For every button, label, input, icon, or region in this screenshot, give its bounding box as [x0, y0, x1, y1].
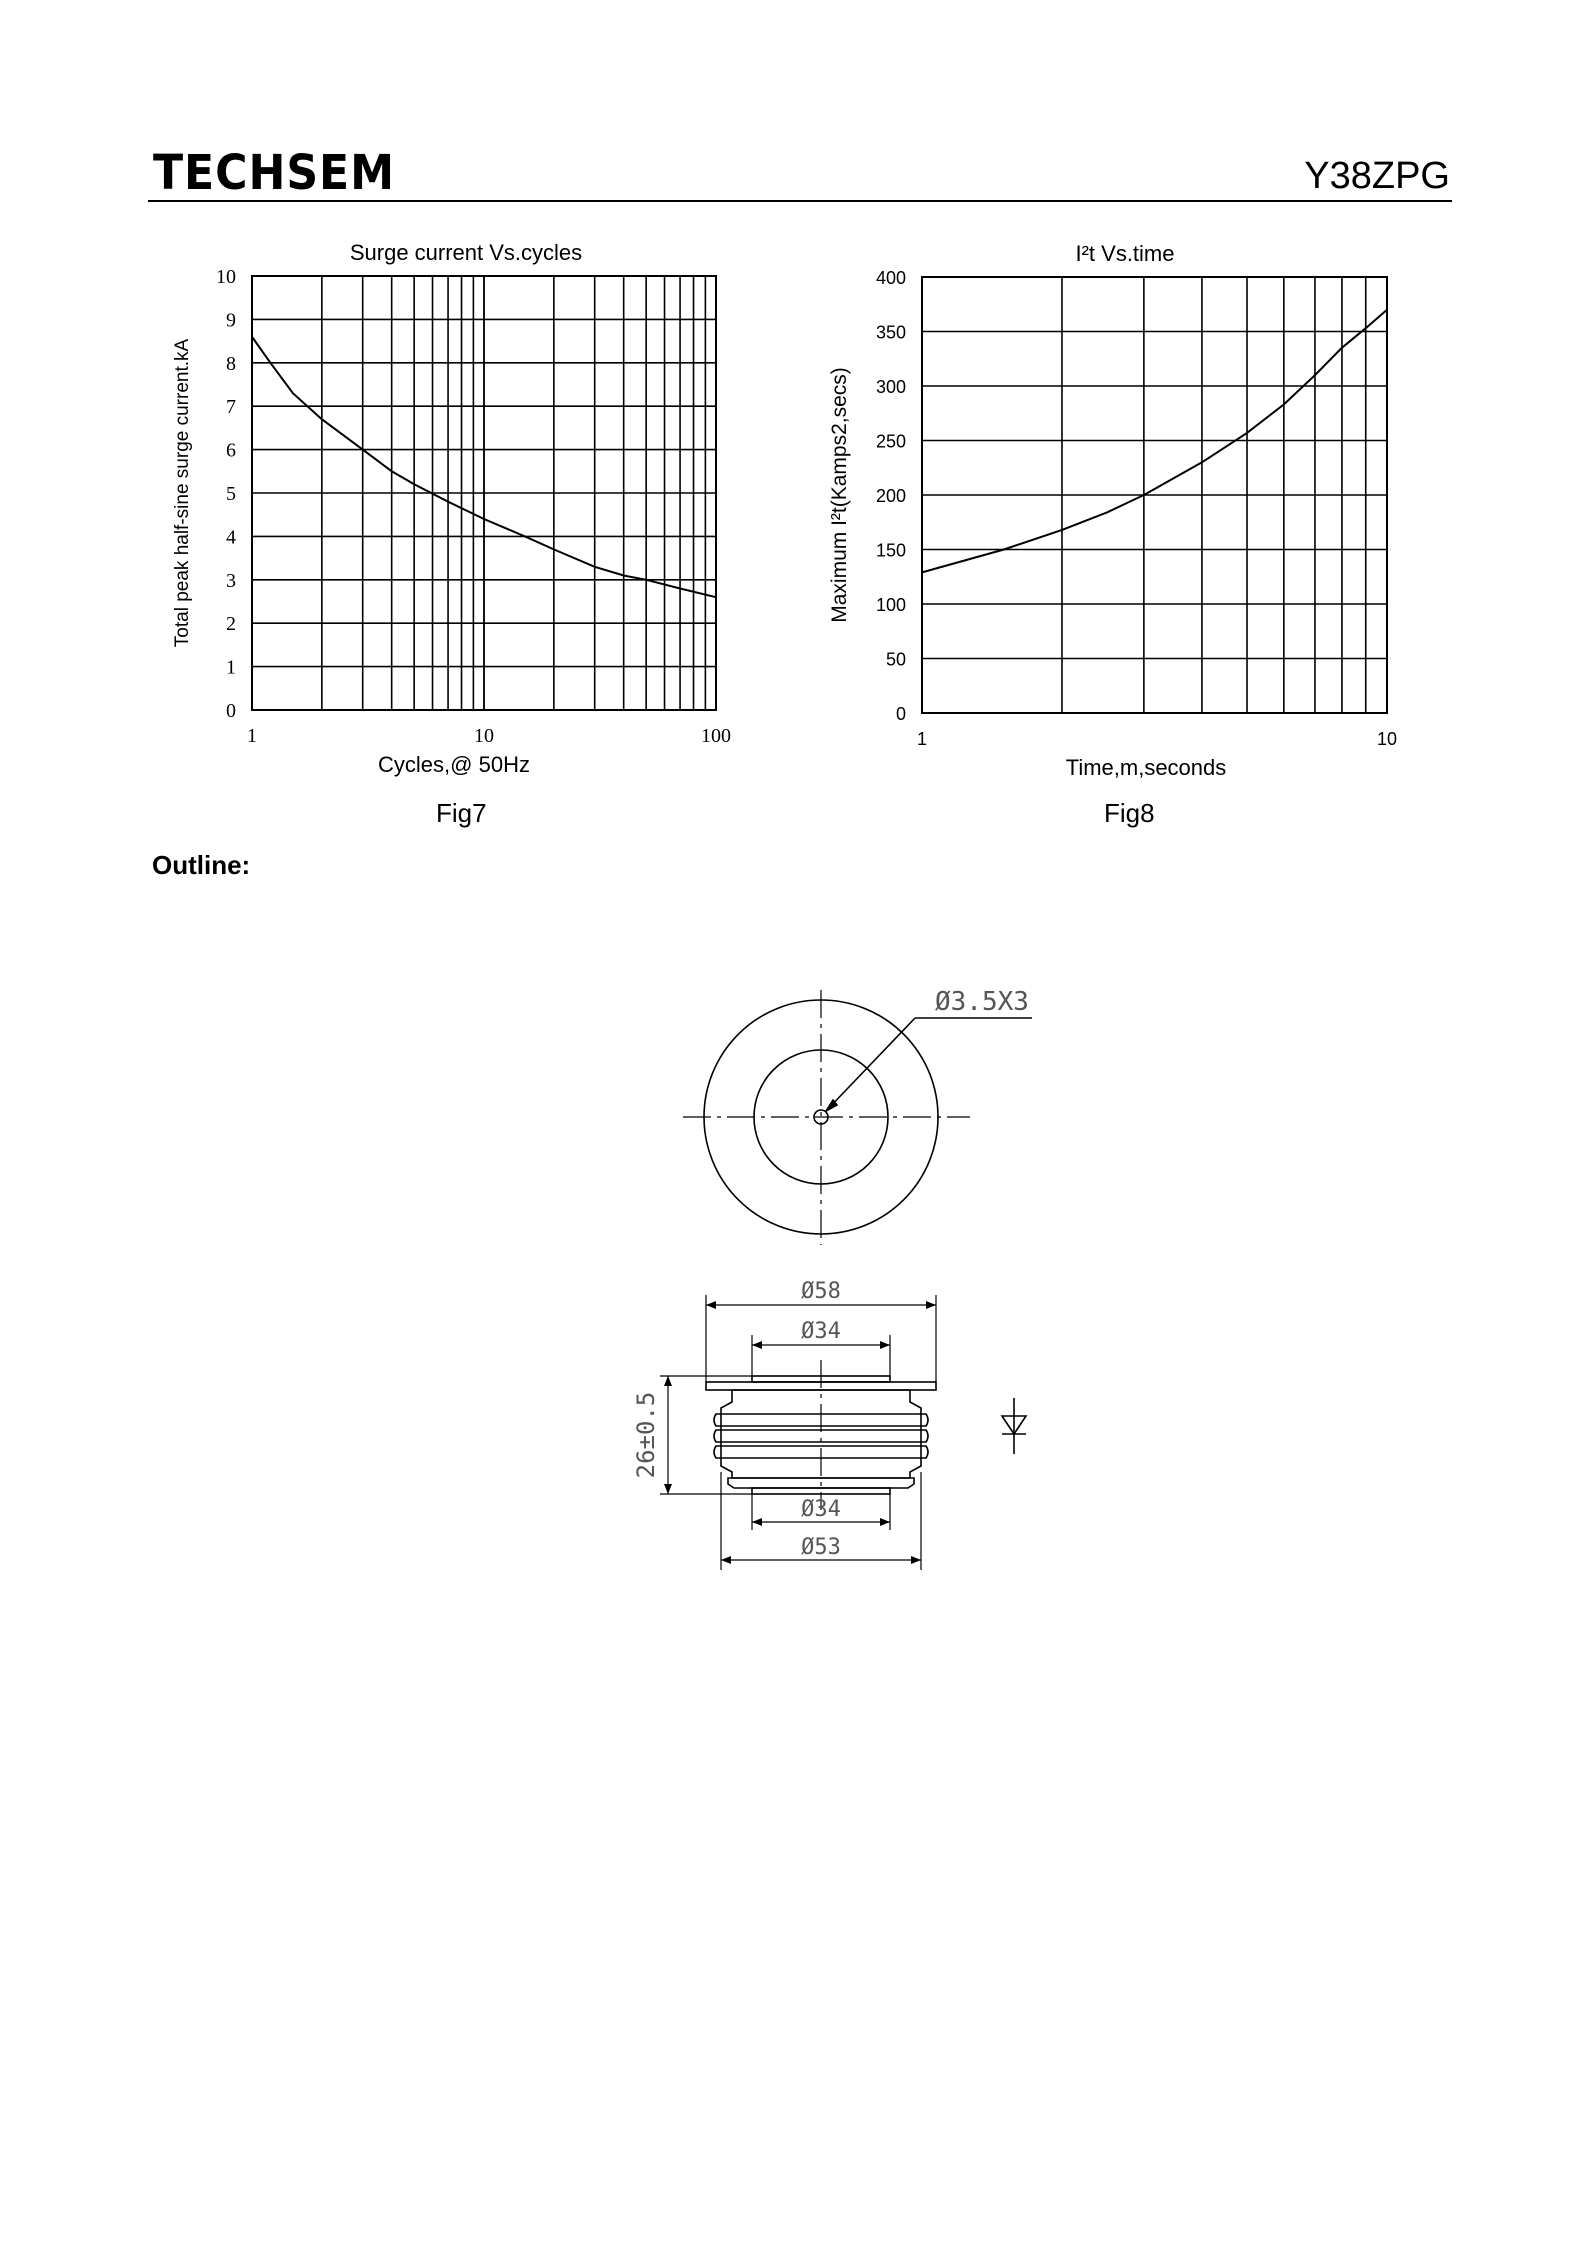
- model-number: Y38ZPG: [1304, 155, 1450, 197]
- y-tick-label: 0: [226, 700, 236, 722]
- x-tick-label: 100: [701, 725, 731, 747]
- y-axis-label: Total peak half-sine surge current.kA: [172, 338, 193, 648]
- y-tick-label: 400: [875, 268, 906, 288]
- y-tick-label: 150: [875, 540, 906, 561]
- fig7-caption: Fig7: [436, 798, 487, 828]
- y-tick-label: 100: [875, 595, 906, 615]
- brand-logo: TECHSEM: [153, 145, 396, 201]
- y-tick-label: 9: [226, 309, 236, 332]
- diode-symbol-icon: [1002, 1398, 1026, 1454]
- y-tick-label: 200: [875, 486, 906, 506]
- y-tick-label: 300: [875, 377, 906, 397]
- dim-d34-bottom-label: Ø34: [801, 1497, 841, 1522]
- y-tick-label: 50: [885, 649, 906, 670]
- y-tick-label: 5: [226, 483, 236, 505]
- y-tick-label: 1: [226, 656, 236, 679]
- hole-label: Ø3.5X3: [935, 987, 1029, 1017]
- chart-title: Surge current Vs.cycles: [349, 240, 583, 265]
- y-tick-label: 250: [875, 431, 906, 452]
- y-tick-label: 2: [226, 613, 236, 636]
- y-tick-label: 7: [226, 396, 236, 419]
- y-tick-label: 8: [226, 352, 236, 375]
- x-axis-label: Time,m,seconds: [1065, 755, 1227, 780]
- y-tick-label: 350: [875, 322, 906, 343]
- y-tick-label: 3: [226, 569, 236, 592]
- y-tick-label: 0: [895, 704, 906, 724]
- fig8-caption: Fig8: [1104, 798, 1155, 828]
- chart-title: I²t Vs.time: [1075, 241, 1175, 266]
- y-tick-label: 6: [226, 439, 236, 462]
- x-tick-label: 1: [247, 725, 257, 747]
- hole-leader-line: [826, 1018, 915, 1111]
- x-tick-label: 10: [1376, 729, 1398, 749]
- y-tick-label: 4: [226, 526, 236, 549]
- dim-d58-label: Ø58: [801, 1279, 841, 1304]
- y-axis-label: Maximum I²t(Kamps2,secs): [828, 367, 851, 623]
- x-tick-label: 10: [474, 725, 494, 747]
- outline-heading: Outline:: [152, 850, 251, 880]
- y-tick-label: 10: [216, 266, 236, 288]
- dim-height-label: 26±0.5: [632, 1391, 660, 1479]
- x-axis-label: Cycles,@ 50Hz: [378, 752, 530, 777]
- dim-d53-label: Ø53: [801, 1535, 841, 1560]
- dim-d34-top-label: Ø34: [801, 1319, 841, 1344]
- x-tick-label: 1: [916, 729, 928, 749]
